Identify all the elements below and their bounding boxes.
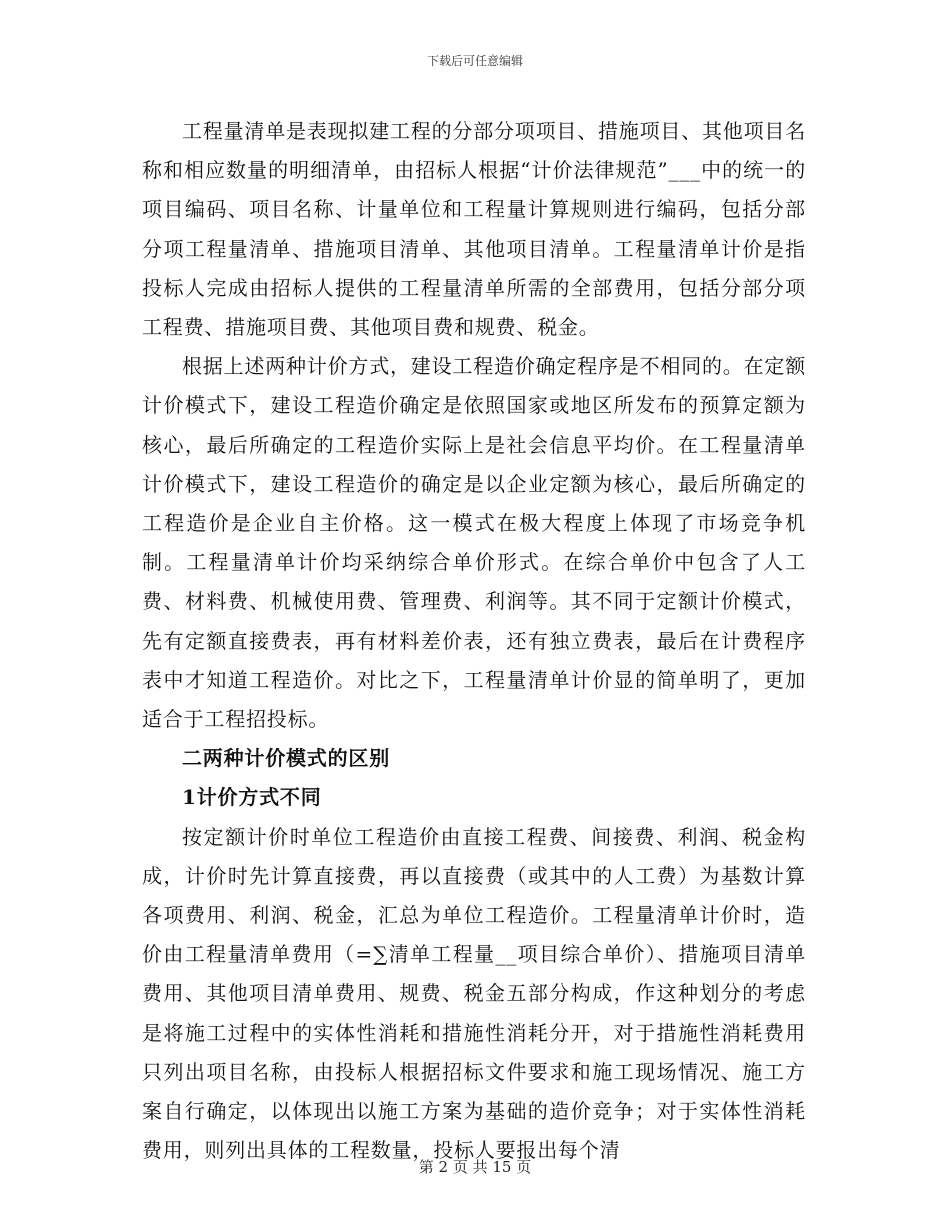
page-number-footer: 第 2 页 共 15 页 [418, 1158, 532, 1176]
document-body [142, 112, 806, 1170]
section-heading-differences: 二两种计价模式的区别 [182, 746, 390, 771]
paragraph-bill-of-quantities: 工程量清单是表现拟建工程的分部分项项目、措施项目、其他项目名称和相应数量的明细清单，由招标人根据“计价法律规范”___中的统一的项目编码、项目名称、计量单位和工程量计算规则进行编码，包括分部分项工程量清单、措施项目清单、其他项目清单。工程量清单计价是指投标人完成由招标人提供的工程量清单所需的全部费用，包括分部分项工程费、措施项目费、其他项目费和规费、税金。 [142, 119, 806, 340]
subsection-heading-pricing-method: 1计价方式不同 [182, 785, 322, 810]
paragraph-pricing-method-details: 按定额计价时单位工程造价由直接工程费、间接费、利润、税金构成，计价时先计算直接费，再以直接费（或其中的人工费）为基数计算各项费用、利润、税金，汇总为单位工程造价。工程量清单计价时，造价由工程量清单费用（=∑清单工程量__项目综合单价）、措施项目清单费用、其他项目清单费用、规费、税金五部分构成，作这种划分的考虑是将施工过程中的实体性消耗和措施性消耗分开，对于措施性消耗费用只列出项目名称，由投标人根据招标文件要求和施工现场情况、施工方案自行确定，以体现出以施工方案为基础的造价竞争；对于实体性消耗费用，则列出具体的工程数量，投标人要报出每个清 [142, 824, 806, 1163]
paragraph-pricing-procedures: 根据上述两种计价方式，建设工程造价确定程序是不相同的。在定额计价模式下，建设工程造价确定是依照国家或地区所发布的预算定额为核心，最后所确定的工程造价实际上是社会信息平均价。在工程量清单计价模式下，建设工程造价的确定是以企业定额为核心，最后所确定的工程造价是企业自主价格。这一模式在极大程度上体现了市场竞争机制。工程量清单计价均采纳综合单价形式。在综合单价中包含了人工费、材料费、机械使用费、管理费、利润等。其不同于定额计价模式，先有定额直接费表，再有材料差价表，还有独立费表，最后在计费程序表中才知道工程造价。对比之下，工程量清单计价显的简单明了，更加适合于工程招投标。 [142, 354, 806, 732]
page-header-note: 下载后可任意编辑 [426, 54, 523, 68]
